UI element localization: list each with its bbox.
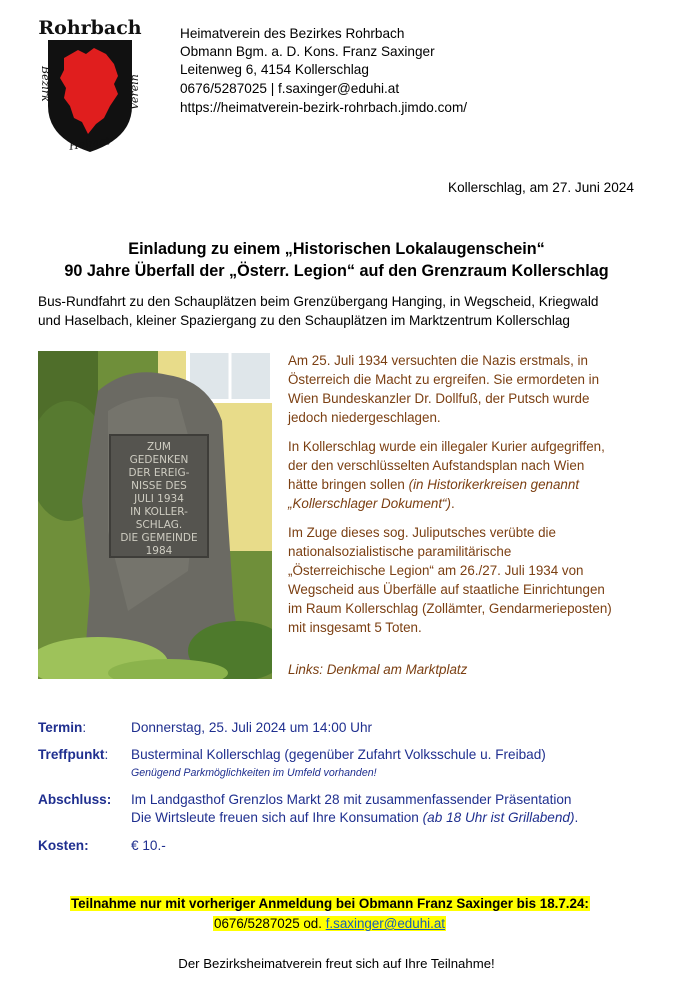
org-address: Leitenweg 6, 4154 Kollerschlag — [180, 62, 369, 77]
registration-email-link[interactable]: f.saxinger@eduhi.at — [325, 916, 446, 931]
heimatverein-logo — [34, 14, 146, 156]
story-paragraph-2: In Kollerschlag wurde ein illegaler Kurier aufgegriffen, der den verschlüsselten Aufstandsplan nach Wien hätte bringen sollen (in Historikerkreisen genannt „Kollerschlager Dokument“). — [288, 439, 605, 511]
memorial-photo — [38, 351, 272, 679]
parking-note: Genügend Parkmöglichkeiten im Umfeld vorhanden! — [131, 767, 377, 779]
date-line: Kollerschlag, am 27. Juni 2024 — [448, 180, 634, 195]
treffpunkt-value: Busterminal Kollerschlag (gegenüber Zufahrt Volksschule u. Freibad) — [131, 747, 546, 762]
intro-line-2: und Haselbach, kleiner Spaziergang zu den Schauplätzen im Marktzentrum Kollerschlag — [38, 313, 570, 328]
logo-right-text: Verein — [128, 74, 141, 110]
plaque-line: NISSE DES — [131, 480, 187, 492]
org-name: Heimatverein des Bezirkes Rohrbach — [180, 26, 405, 41]
kosten-value: € 10.- — [131, 838, 166, 853]
registration-note: Teilnahme nur mit vorheriger Anmeldung bei Obmann Franz Saxinger bis 18.7.24: — [71, 896, 589, 911]
logo-top-text: Rohrbach — [38, 17, 142, 39]
plaque-line: IN KOLLER- — [130, 506, 188, 518]
phone-email: 0676/5287025 | f.saxinger@eduhi.at — [180, 81, 400, 96]
termin-value: Donnerstag, 25. Juli 2024 um 14:00 Uhr — [131, 720, 373, 735]
intro-line-1: Bus-Rundfahrt zu den Schauplätzen beim Grenzübergang Hanging, in Wegscheid, Kriegwald — [38, 294, 599, 309]
title-line-2: 90 Jahre Überfall der „Österr. Legion“ auf den Grenzraum Kollerschlag — [64, 262, 609, 280]
plaque-line: ZUM — [147, 441, 171, 453]
plaque-line: 1984 — [145, 545, 173, 557]
plaque-line: DER EREIG- — [128, 467, 190, 479]
contact-person: Obmann Bgm. a. D. Kons. Franz Saxinger — [180, 44, 435, 59]
logo-left-text: Bezirk — [39, 66, 52, 102]
abschluss-label: Abschluss: — [38, 792, 112, 807]
plaque-line: DIE GEMEINDE — [120, 532, 198, 544]
title-line-1: Einladung zu einem „Historischen Lokalaugenschein“ — [128, 240, 545, 258]
abschluss-value-2: Die Wirtsleute freuen sich auf Ihre Konsumation (ab 18 Uhr ist Grillabend). — [131, 810, 579, 825]
story-paragraph-1: Am 25. Juli 1934 versuchten die Nazis erstmals, in Österreich die Macht zu ergreifen. Sie ermordeten in Wien Bundeskanzler Dr. Dollfuß, der Putsch wurde jedoch niedergeschlagen. — [288, 353, 600, 425]
plaque-line: JULI 1934 — [134, 493, 184, 505]
plaque-line: SCHLAG. — [135, 519, 183, 531]
kosten-label: Kosten: — [38, 838, 89, 853]
story-paragraph-3: Im Zuge dieses sog. Juliputsches verübte die nationalsozialistische paramilitärische „Österreichische Legion“ am 26./27. Juli 1934 von Wegscheid aus Überfälle auf staatliche Einrichtungen im Raum Kollerschlag (Zollämter, Gendarmerieposten) mit insgesamt 5 Toten. — [288, 525, 612, 635]
closing-line: Der Bezirksheimatverein freut sich auf Ihre Teilnahme! — [178, 956, 495, 971]
website[interactable]: https://heimatverein-bezirk-rohrbach.jimdo.com/ — [180, 100, 468, 115]
plaque-line: GEDENKEN — [129, 454, 189, 466]
registration-contact: 0676/5287025 od. f.saxinger@eduhi.at — [214, 916, 446, 931]
photo-caption: Links: Denkmal am Marktplatz — [288, 662, 468, 677]
treffpunkt-label: Treffpunkt: — [38, 747, 109, 762]
termin-label: Termin: — [38, 720, 87, 735]
logo-bottom-text: Heimat — [68, 134, 111, 153]
abschluss-value-1: Im Landgasthof Grenzlos Markt 28 mit zusammenfassender Präsentation — [131, 792, 572, 807]
